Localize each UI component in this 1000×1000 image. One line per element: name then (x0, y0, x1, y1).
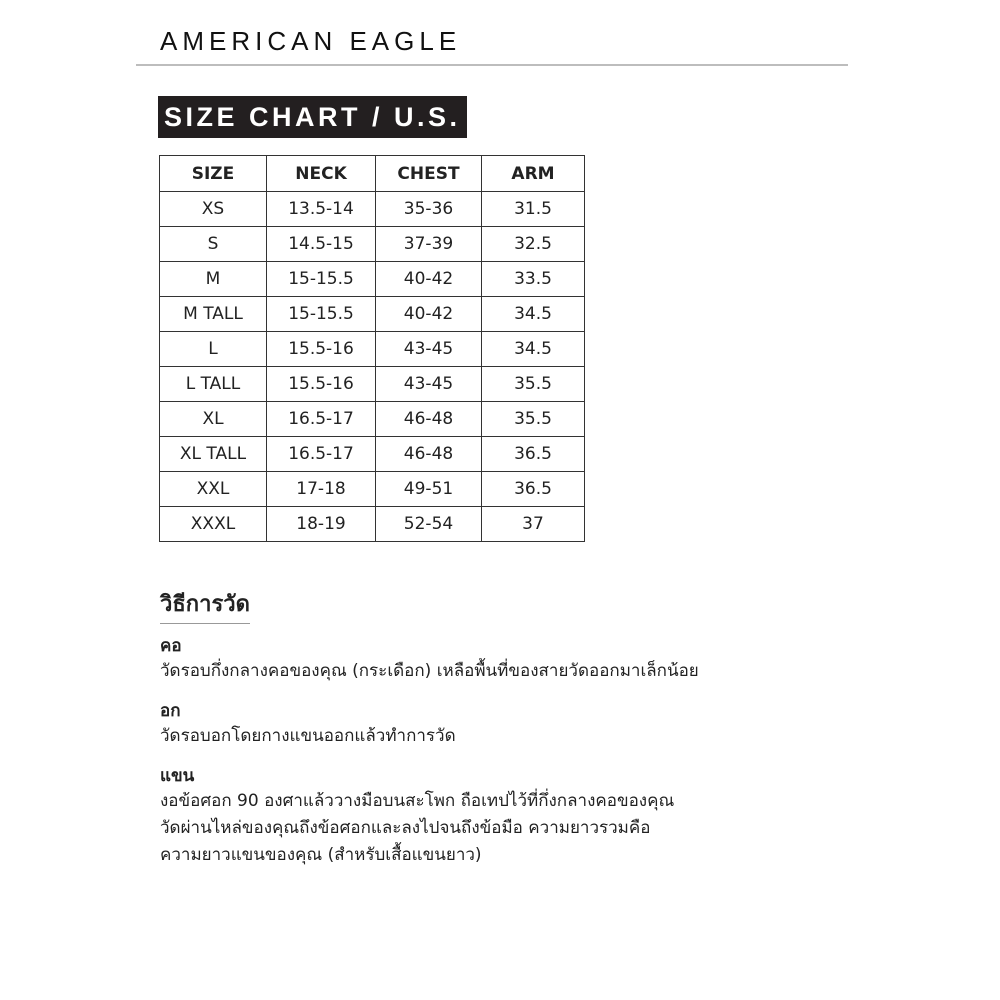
cell-chest: 46-48 (376, 437, 482, 472)
cell-chest: 43-45 (376, 367, 482, 402)
cell-chest: 52-54 (376, 507, 482, 542)
cell-arm: 33.5 (482, 262, 585, 297)
how-to-measure (160, 586, 860, 869)
cell-chest: 37-39 (376, 227, 482, 262)
how-to-measure-title: วิธีการวัด (160, 586, 250, 624)
cell-neck: 15-15.5 (267, 262, 376, 297)
table-row (160, 332, 585, 367)
table-row (160, 507, 585, 542)
header-size: SIZE (160, 156, 267, 192)
size-chart-title: SIZE CHART / U.S. (158, 96, 467, 138)
chest-section-title: อก (160, 701, 181, 721)
cell-size: XXXL (160, 507, 267, 542)
arm-instruction-line: ความยาวแขนของคุณ (สำหรับเสื้อแขนยาว) (160, 845, 482, 865)
cell-size: S (160, 227, 267, 262)
cell-neck: 15-15.5 (267, 297, 376, 332)
cell-arm: 32.5 (482, 227, 585, 262)
table-row (160, 472, 585, 507)
cell-size: L TALL (160, 367, 267, 402)
cell-size: M TALL (160, 297, 267, 332)
arm-instruction-line: งอข้อศอก 90 องศาแล้ววางมือบนสะโพก ถือเทปไว้ที่กึ่งกลางคอของคุณ (160, 791, 675, 811)
table-row (160, 192, 585, 227)
section-spacer (160, 750, 860, 760)
neck-section-title: คอ (160, 636, 182, 656)
cell-neck: 13.5-14 (267, 192, 376, 227)
cell-chest: 35-36 (376, 192, 482, 227)
cell-chest: 40-42 (376, 262, 482, 297)
table-row (160, 402, 585, 437)
cell-neck: 15.5-16 (267, 367, 376, 402)
cell-neck: 15.5-16 (267, 332, 376, 367)
size-chart-table (159, 155, 585, 542)
cell-neck: 14.5-15 (267, 227, 376, 262)
chest-instruction: วัดรอบอกโดยกางแขนออกแล้วทำการวัด (160, 726, 456, 746)
cell-size: XXL (160, 472, 267, 507)
cell-neck: 18-19 (267, 507, 376, 542)
header-chest: CHEST (376, 156, 482, 192)
table-header-row (160, 156, 585, 192)
cell-arm: 31.5 (482, 192, 585, 227)
cell-chest: 40-42 (376, 297, 482, 332)
brand-logo: AMERICAN EAGLE (160, 26, 462, 56)
chest-section (160, 699, 860, 750)
cell-size: L (160, 332, 267, 367)
cell-arm: 35.5 (482, 367, 585, 402)
cell-arm: 36.5 (482, 437, 585, 472)
cell-arm: 34.5 (482, 297, 585, 332)
header-neck: NECK (267, 156, 376, 192)
cell-size: XL TALL (160, 437, 267, 472)
cell-neck: 17-18 (267, 472, 376, 507)
arm-section-title: แขน (160, 766, 195, 786)
cell-size: M (160, 262, 267, 297)
neck-instruction: วัดรอบกึ่งกลางคอของคุณ (กระเดือก) เหลือพื้นที่ของสายวัดออกมาเล็กน้อย (160, 661, 699, 681)
header-divider (136, 64, 848, 66)
cell-neck: 16.5-17 (267, 402, 376, 437)
cell-chest: 46-48 (376, 402, 482, 437)
neck-section (160, 634, 860, 685)
arm-instruction-line: วัดผ่านไหล่ของคุณถึงข้อศอกและลงไปจนถึงข้อมือ ความยาวรวมคือ (160, 818, 651, 838)
table-row (160, 367, 585, 402)
arm-section (160, 764, 860, 869)
table-row (160, 262, 585, 297)
cell-size: XL (160, 402, 267, 437)
header-arm: ARM (482, 156, 585, 192)
section-spacer (160, 685, 860, 695)
cell-size: XS (160, 192, 267, 227)
cell-chest: 43-45 (376, 332, 482, 367)
table-row (160, 227, 585, 262)
cell-neck: 16.5-17 (267, 437, 376, 472)
cell-arm: 36.5 (482, 472, 585, 507)
cell-arm: 34.5 (482, 332, 585, 367)
table-row (160, 297, 585, 332)
cell-arm: 37 (482, 507, 585, 542)
cell-arm: 35.5 (482, 402, 585, 437)
table-row (160, 437, 585, 472)
cell-chest: 49-51 (376, 472, 482, 507)
